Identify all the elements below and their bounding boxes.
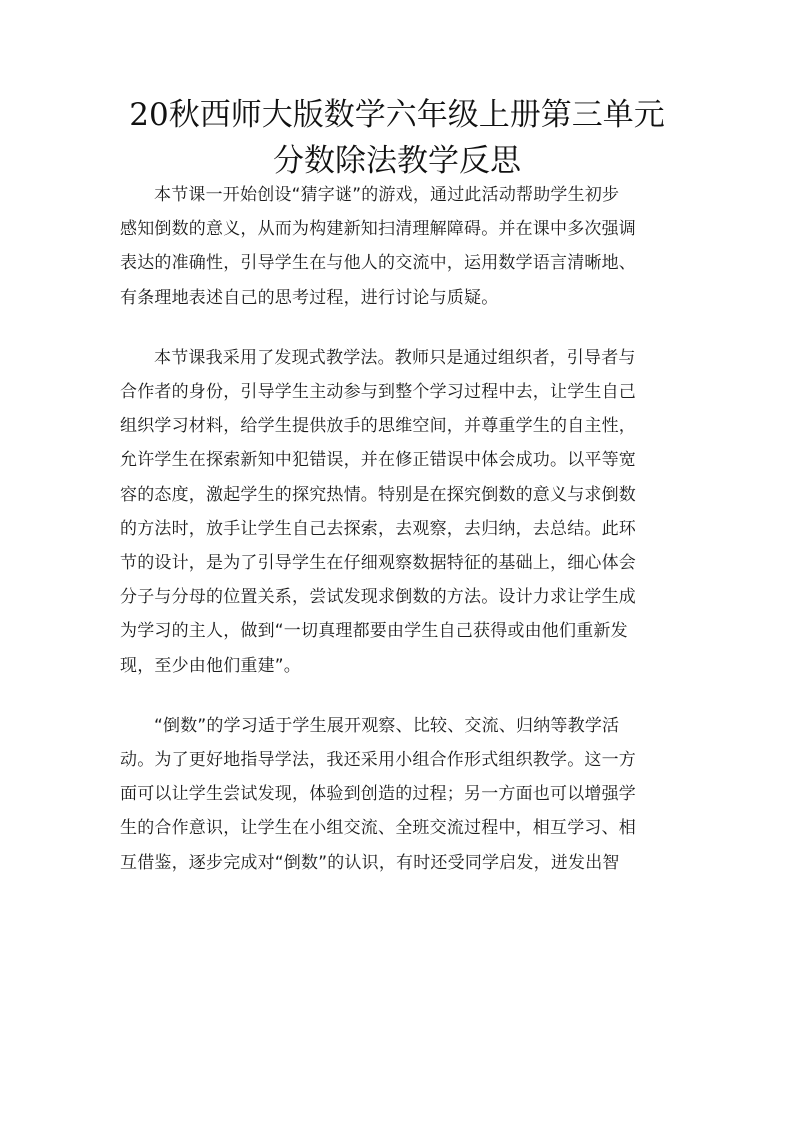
paragraph-line: 动。为了更好地指导学法，我还采用小组合作形式组织教学。这一方 — [120, 750, 636, 771]
paragraph-line: 本节课我采用了发现式教学法。教师只是通过组织者，引导者与 — [154, 347, 636, 368]
paragraph-line: 合作者的身份，引导学生主动参与到整个学习过程中去，让学生自己 — [120, 382, 636, 403]
paragraph-line: 容的态度，激起学生的探究热情。特别是在探究倒数的意义与求倒数 — [120, 484, 636, 505]
paragraph-line: 节的设计，是为了引导学生在仔细观察数据特征的基础上，细心体会 — [120, 553, 636, 574]
paragraph-line: 本节课一开始创设“猜字谜”的游戏，通过此活动帮助学生初步 — [154, 185, 620, 205]
document-body — [120, 178, 680, 906]
paragraph-line: 允许学生在探索新知中犯错误，并在修正错误中体会成功。以平等宽 — [120, 450, 636, 471]
paragraph-line: 为学习的主人，做到“一切真理都要由学生自己获得或由他们重新发 — [120, 621, 628, 642]
paragraph-line: 面可以让学生尝试发现，体验到创造的过程；另一方面也可以增强学 — [120, 784, 636, 805]
paragraph-line: 组织学习材料，给学生提供放手的思维空间，并尊重学生的自主性， — [120, 416, 636, 437]
paragraph-line: 现，至少由他们重建”。 — [120, 655, 302, 676]
paragraph-2 — [120, 341, 680, 683]
title-line-1: 20秋西师大版数学六年级上册第三单元 — [129, 97, 665, 133]
document-title — [80, 92, 714, 184]
paragraph-line: 的方法时，放手让学生自己去探索，去观察，去归纳，去总结。此环 — [120, 518, 636, 539]
paragraph-3 — [120, 709, 680, 880]
paragraph-line: 表达的准确性，引导学生在与他人的交流中，运用数学语言清晰地、 — [120, 253, 636, 274]
title-line-2: 分数除法教学反思 — [273, 143, 521, 179]
paragraph-line: 感知倒数的意义，从而为构建新知扫清理解障碍。并在课中多次强调 — [120, 219, 636, 240]
paragraph-line: 有条理地表述自己的思考过程，进行讨论与质疑。 — [120, 287, 499, 308]
paragraph-line: 分子与分母的位置关系，尝试发现求倒数的方法。设计力求让学生成 — [120, 587, 636, 608]
paragraph-1 — [120, 178, 680, 315]
paragraph-line: 生的合作意识，让学生在小组交流、全班交流过程中，相互学习、相 — [120, 818, 636, 839]
paragraph-line: “倒数”的学习适于学生展开观察、比较、交流、归纳等教学活 — [154, 715, 620, 736]
paragraph-line: 互借鉴，逐步完成对“倒数”的认识，有时还受同学启发，迸发出智 — [120, 852, 620, 873]
